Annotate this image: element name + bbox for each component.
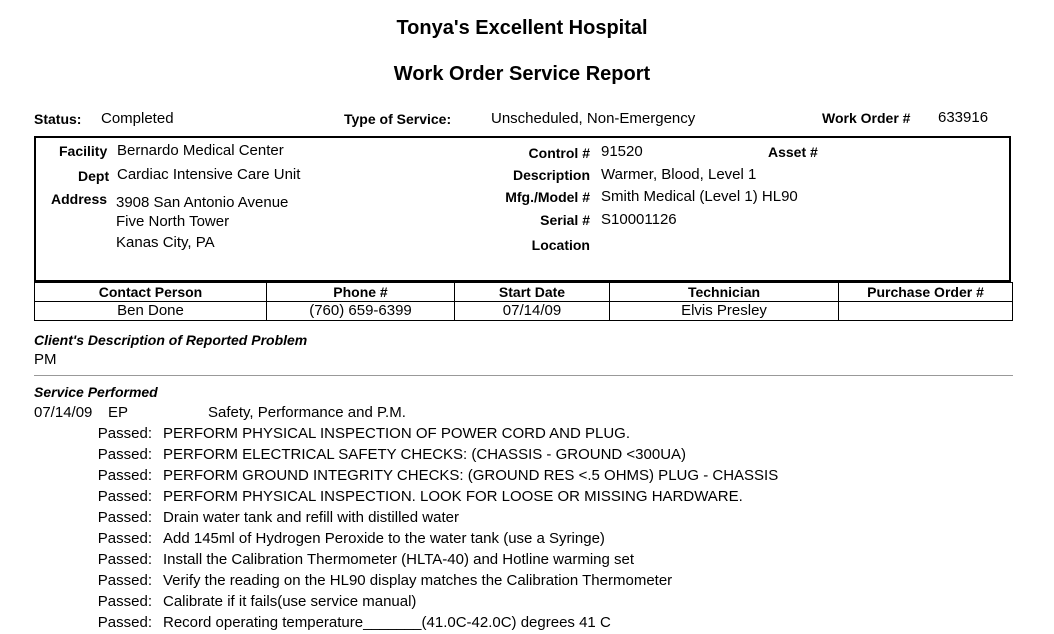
serial-value: S10001126 xyxy=(601,211,677,228)
service-type-value: Unscheduled, Non-Emergency xyxy=(491,110,696,127)
contact-table-header xyxy=(35,283,1013,302)
technician-cell: Elvis Presley xyxy=(610,302,839,321)
description-label: Description xyxy=(512,167,590,183)
header-phone: Phone # xyxy=(267,283,455,302)
check-description: PERFORM GROUND INTEGRITY CHECKS: (GROUND RES <.5 OHMS) PLUG - CHASSIS xyxy=(163,467,779,484)
service-heading: Service Performed xyxy=(34,384,158,400)
check-status: Passed: xyxy=(97,446,152,463)
work-order-label: Work Order # xyxy=(822,110,911,126)
phone-cell: (760) 659-6399 xyxy=(267,302,455,321)
list-item xyxy=(0,467,1054,487)
mfg-model-value: Smith Medical (Level 1) HL90 xyxy=(601,188,798,205)
table-row xyxy=(35,302,1013,321)
check-status: Passed: xyxy=(97,572,152,589)
check-description: Calibrate if it fails(use service manual) xyxy=(163,593,417,610)
dept-value: Cardiac Intensive Care Unit xyxy=(117,166,301,183)
service-type-label: Type of Service: xyxy=(344,111,452,127)
service-summary: Safety, Performance and P.M. xyxy=(208,404,406,421)
address-line-1: 3908 San Antonio Avenue xyxy=(116,194,289,211)
check-description: PERFORM PHYSICAL INSPECTION. LOOK FOR LOOSE OR MISSING HARDWARE. xyxy=(163,488,743,505)
check-status: Passed: xyxy=(97,509,152,526)
report-title: Work Order Service Report xyxy=(393,63,651,85)
control-value: 91520 xyxy=(601,143,643,160)
status-label: Status: xyxy=(34,111,82,127)
service-date: 07/14/09 xyxy=(34,404,93,421)
problem-heading: Client's Description of Reported Problem xyxy=(34,332,308,348)
check-status: Passed: xyxy=(97,467,152,484)
serial-label: Serial # xyxy=(540,212,590,228)
hospital-name: Tonya's Excellent Hospital xyxy=(396,17,648,39)
start-date-cell: 07/14/09 xyxy=(455,302,610,321)
check-status: Passed: xyxy=(97,593,152,610)
header-purchase-order: Purchase Order # xyxy=(839,283,1013,302)
facility-value: Bernardo Medical Center xyxy=(117,142,284,159)
check-description: PERFORM ELECTRICAL SAFETY CHECKS: (CHASSIS - GROUND <300UA) xyxy=(163,446,687,463)
list-item xyxy=(0,488,1054,508)
problem-text: PM xyxy=(34,351,57,368)
list-item xyxy=(0,425,1054,445)
list-item xyxy=(0,509,1054,529)
check-description: Record operating temperature_______(41.0C-42.0C) degrees 41 C xyxy=(163,614,611,631)
check-description: Install the Calibration Thermometer (HLTA-40) and Hotline warming set xyxy=(163,551,635,568)
work-order-value: 633916 xyxy=(938,109,989,126)
check-description: Verify the reading on the HL90 display matches the Calibration Thermometer xyxy=(163,572,673,589)
check-status: Passed: xyxy=(97,425,152,442)
check-status: Passed: xyxy=(97,614,152,631)
address-line-3: Kanas City, PA xyxy=(116,234,215,251)
list-item xyxy=(0,446,1054,466)
check-status: Passed: xyxy=(97,530,152,547)
list-item xyxy=(0,614,1054,634)
check-description: Add 145ml of Hydrogen Peroxide to the water tank (use a Syringe) xyxy=(163,530,605,547)
header-contact-person: Contact Person xyxy=(35,283,267,302)
purchase-order-cell xyxy=(839,302,1013,321)
list-item xyxy=(0,551,1054,571)
control-label: Control # xyxy=(528,145,590,161)
check-description: PERFORM PHYSICAL INSPECTION OF POWER CORD AND PLUG. xyxy=(163,425,631,442)
list-item xyxy=(0,530,1054,550)
address-label: Address xyxy=(51,191,108,207)
list-item xyxy=(0,593,1054,613)
contact-table xyxy=(34,282,1013,321)
list-item xyxy=(0,572,1054,592)
address-line-2: Five North Tower xyxy=(116,213,230,230)
header-technician: Technician xyxy=(610,283,839,302)
mfg-model-label: Mfg./Model # xyxy=(505,189,590,205)
service-initials: EP xyxy=(108,404,129,421)
check-status: Passed: xyxy=(97,488,152,505)
facility-label: Facility xyxy=(59,143,108,159)
location-label: Location xyxy=(531,237,590,253)
description-value: Warmer, Blood, Level 1 xyxy=(601,166,757,183)
header-start-date: Start Date xyxy=(455,283,610,302)
asset-label: Asset # xyxy=(768,144,818,160)
dept-label: Dept xyxy=(78,168,110,184)
section-divider xyxy=(34,375,1013,376)
check-status: Passed: xyxy=(97,551,152,568)
status-value: Completed xyxy=(101,110,174,127)
contact-person-cell: Ben Done xyxy=(35,302,267,321)
check-description: Drain water tank and refill with distilled water xyxy=(163,509,459,526)
